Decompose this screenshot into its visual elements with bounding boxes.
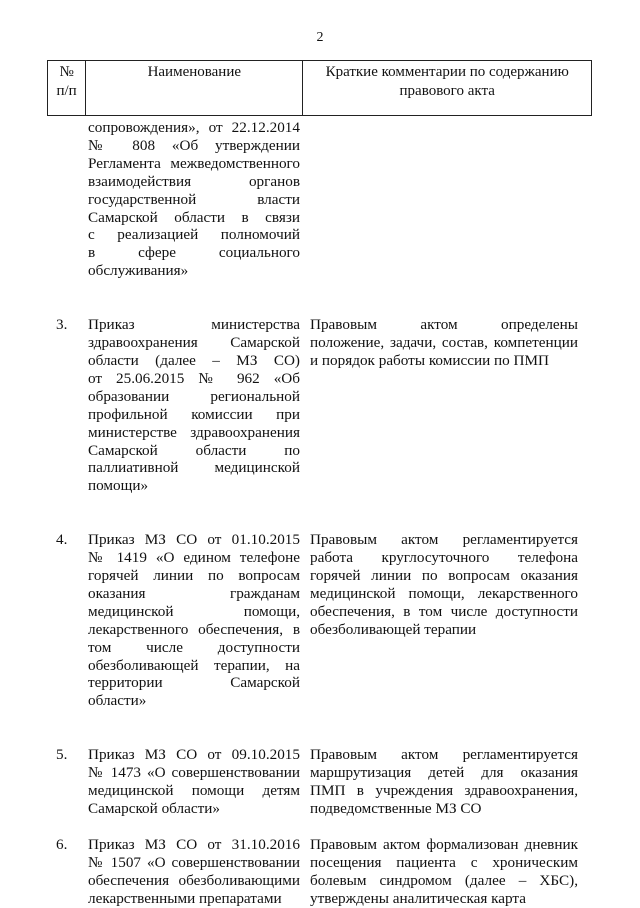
row-name (88, 119, 300, 280)
table-body (56, 119, 586, 908)
row-comment (310, 316, 578, 370)
comment-line: положение, задачи, состав, компетенции (310, 334, 578, 352)
comment-line: горячей линии по вопросам оказания (310, 567, 578, 585)
row-number: 4. (56, 531, 68, 549)
comment-line: болевым синдромом (далее – ХБС), (310, 871, 578, 889)
name-line: сопровождения», от 22.12.2014 (88, 119, 300, 136)
name-line: лекарственного обеспечения, в (88, 620, 300, 638)
name-line: в сфере социального (88, 244, 300, 262)
name-line: помощи» (88, 477, 149, 495)
table-row (56, 531, 586, 710)
name-line: Регламента межведомственного (88, 154, 300, 172)
name-line: Приказ МЗ СО от 01.10.2015 (88, 531, 300, 549)
comment-line: утверждены аналитическая карта (310, 889, 526, 907)
name-line: обеспечения обезболивающими (88, 871, 300, 889)
comment-line: медицинской помощи, лекарственного (310, 584, 578, 602)
row-comment (310, 531, 578, 638)
row-name (88, 746, 300, 818)
name-line: с реализацией полномочий (88, 226, 300, 244)
comment-line: обеспечения, в том числе доступности (310, 602, 578, 620)
comment-line: посещения пациента с хроническим (310, 853, 578, 871)
comment-line: обезболивающей терапии (310, 620, 477, 638)
name-line: том числе доступности (88, 638, 300, 656)
comment-line: Правовым актом регламентируется (310, 746, 578, 764)
name-line: образовании региональной (88, 387, 300, 405)
name-line: Самарской области в связи (88, 208, 300, 226)
name-line: обслуживания» (88, 262, 189, 280)
table-row (56, 316, 586, 495)
name-line: № 1473 «О совершенствовании (88, 764, 300, 782)
name-line: № 808 «Об утверждении (88, 136, 300, 154)
name-line: здравоохранения Самарской (88, 334, 300, 352)
name-line: № 1419 «О едином телефоне (88, 549, 300, 567)
table-row (56, 119, 586, 280)
name-line: профильной комиссии при (88, 405, 300, 423)
comment-line: ПМП в учреждения здравоохранения, (310, 782, 578, 800)
row-name (88, 836, 300, 908)
row-name (88, 316, 300, 495)
comment-line: и порядок работы комиссии по ПМП (310, 351, 549, 369)
name-line: Самарской области» (88, 800, 220, 817)
name-line: государственной власти (88, 190, 300, 208)
name-line: № 1507 «О совершенствовании (88, 853, 300, 871)
table-row (56, 746, 586, 818)
header-comment: Краткие комментарии по содержанию правового акта (303, 61, 592, 116)
name-line: обезболивающей терапии, на (88, 656, 300, 674)
row-number: 6. (56, 835, 68, 853)
comment-line: Правовым актом регламентируется (310, 531, 578, 549)
comment-line: работа круглосуточного телефона (310, 549, 578, 567)
header-num: № п/п (48, 61, 86, 116)
name-line: медицинской помощи детям (88, 782, 300, 800)
name-line: взаимодействия органов (88, 172, 300, 190)
name-line: области (далее – МЗ СО) (88, 351, 300, 369)
name-line: области» (88, 692, 147, 710)
name-line: Приказ министерства (88, 316, 300, 334)
comment-line: Правовым актом формализован дневник (310, 835, 578, 853)
header-name: Наименование (86, 61, 303, 116)
comment-line: Правовым актом определены (310, 316, 578, 334)
comment-line: маршрутизация детей для оказания (310, 764, 578, 782)
comment-line: подведомственные МЗ СО (310, 800, 482, 817)
row-comment (310, 746, 578, 818)
name-line: территории Самарской (88, 674, 300, 692)
row-number: 5. (56, 746, 68, 764)
row-comment (310, 836, 578, 908)
name-line: лекарственными препаратами (88, 889, 282, 907)
name-line: министерстве здравоохранения (88, 423, 300, 441)
name-line: от 25.06.2015 № 962 «Об (88, 369, 300, 387)
name-line: паллиативной медицинской (88, 459, 300, 477)
name-line: Самарской области по (88, 441, 300, 459)
page-number: 2 (316, 30, 324, 45)
name-line: оказания гражданам (88, 584, 300, 602)
row-number: 3. (56, 316, 68, 334)
name-line: медицинской помощи, (88, 602, 300, 620)
table-header (47, 60, 592, 116)
name-line: горячей линии по вопросам (88, 567, 300, 585)
name-line: Приказ МЗ СО от 31.10.2016 (88, 835, 300, 853)
table-row (56, 836, 586, 908)
name-line: Приказ МЗ СО от 09.10.2015 (88, 746, 300, 764)
row-name (88, 531, 300, 710)
